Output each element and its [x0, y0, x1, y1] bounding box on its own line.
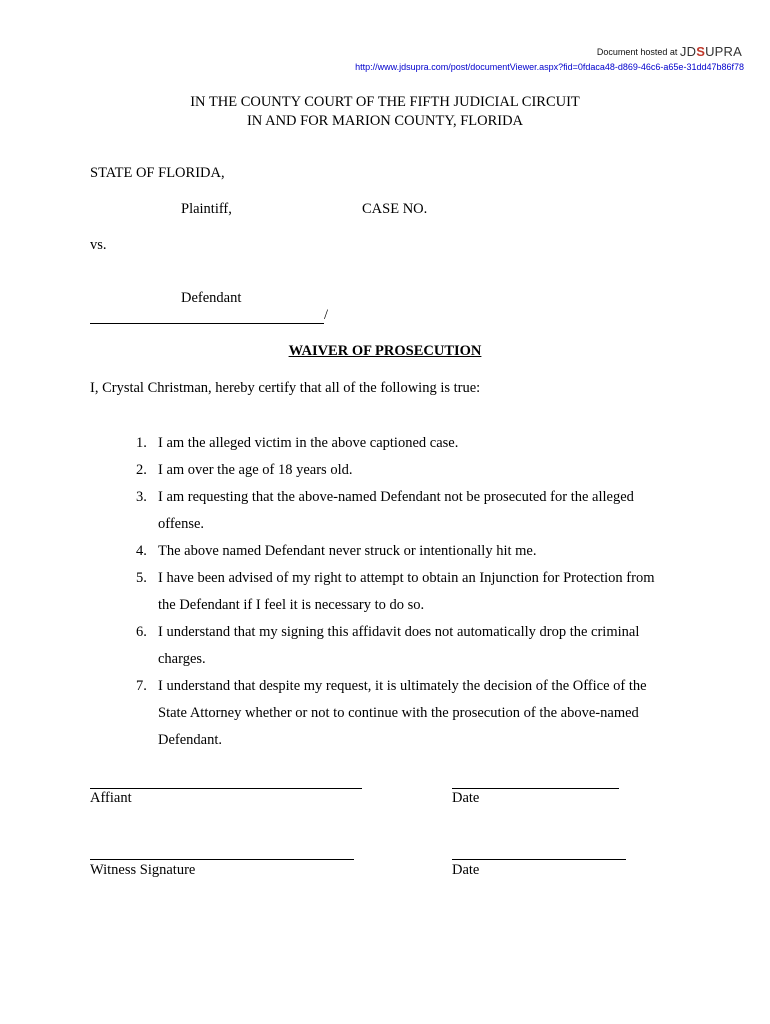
court-title-line-1: IN THE COUNTY COURT OF THE FIFTH JUDICIAL CIRCUIT: [190, 94, 580, 110]
court-title-line-2: IN AND FOR MARION COUNTY, FLORIDA: [246, 113, 524, 129]
plaintiff-label: Plaintiff,: [181, 201, 232, 217]
witness-signature-label: Witness Signature: [90, 862, 196, 878]
list-item: 1. I am the alleged victim in the above captioned case.: [136, 435, 459, 451]
witness-signature-line: [90, 859, 354, 860]
affiant-date-label: Date: [452, 790, 480, 806]
hosted-prefix: Document hosted at: [596, 47, 680, 57]
witness-date-line: [452, 859, 626, 860]
case-number-label: CASE NO.: [362, 201, 428, 217]
document-title: WAIVER OF PROSECUTION: [288, 343, 482, 359]
affiant-signature-line: [90, 788, 362, 789]
list-item: 5. I have been advised of my right to attempt to obtain an Injunction for Protection from the Defendant if I feel it is necessary to do so.: [136, 570, 655, 613]
statement-list: [120, 430, 690, 754]
caption-slash: /: [324, 307, 329, 323]
intro-statement: I, Crystal Christman, hereby certify that all of the following is true:: [90, 380, 481, 396]
list-item: 7. I understand that despite my request, it is ultimately the decision of the Office of the State Attorney whether or not to continue with the prosecution of the above-named Defendant.: [136, 678, 647, 748]
state-of-florida: STATE OF FLORIDA,: [90, 165, 225, 181]
list-item: 6. I understand that my signing this affidavit does not automatically drop the criminal charges.: [136, 624, 640, 667]
defendant-label: Defendant: [181, 290, 242, 306]
jdsupra-logo: JDSUPRA: [679, 44, 742, 59]
witness-date-label: Date: [452, 862, 480, 878]
list-item: 3. I am requesting that the above-named Defendant not be prosecuted for the alleged offense.: [136, 489, 634, 532]
hosted-notice: [597, 44, 742, 59]
document-url-link[interactable]: http://www.jdsupra.com/post/documentViewer.aspx?fid=0fdaca48-d869-46c6-a65e-31dd47b86f78: [355, 62, 744, 72]
versus-label: vs.: [90, 237, 107, 253]
defendant-name-line: [90, 323, 324, 324]
affiant-date-line: [452, 788, 619, 789]
list-item: 4. The above named Defendant never struck or intentionally hit me.: [136, 543, 537, 559]
affiant-label: Affiant: [90, 790, 132, 806]
list-item: 2. I am over the age of 18 years old.: [136, 462, 353, 478]
